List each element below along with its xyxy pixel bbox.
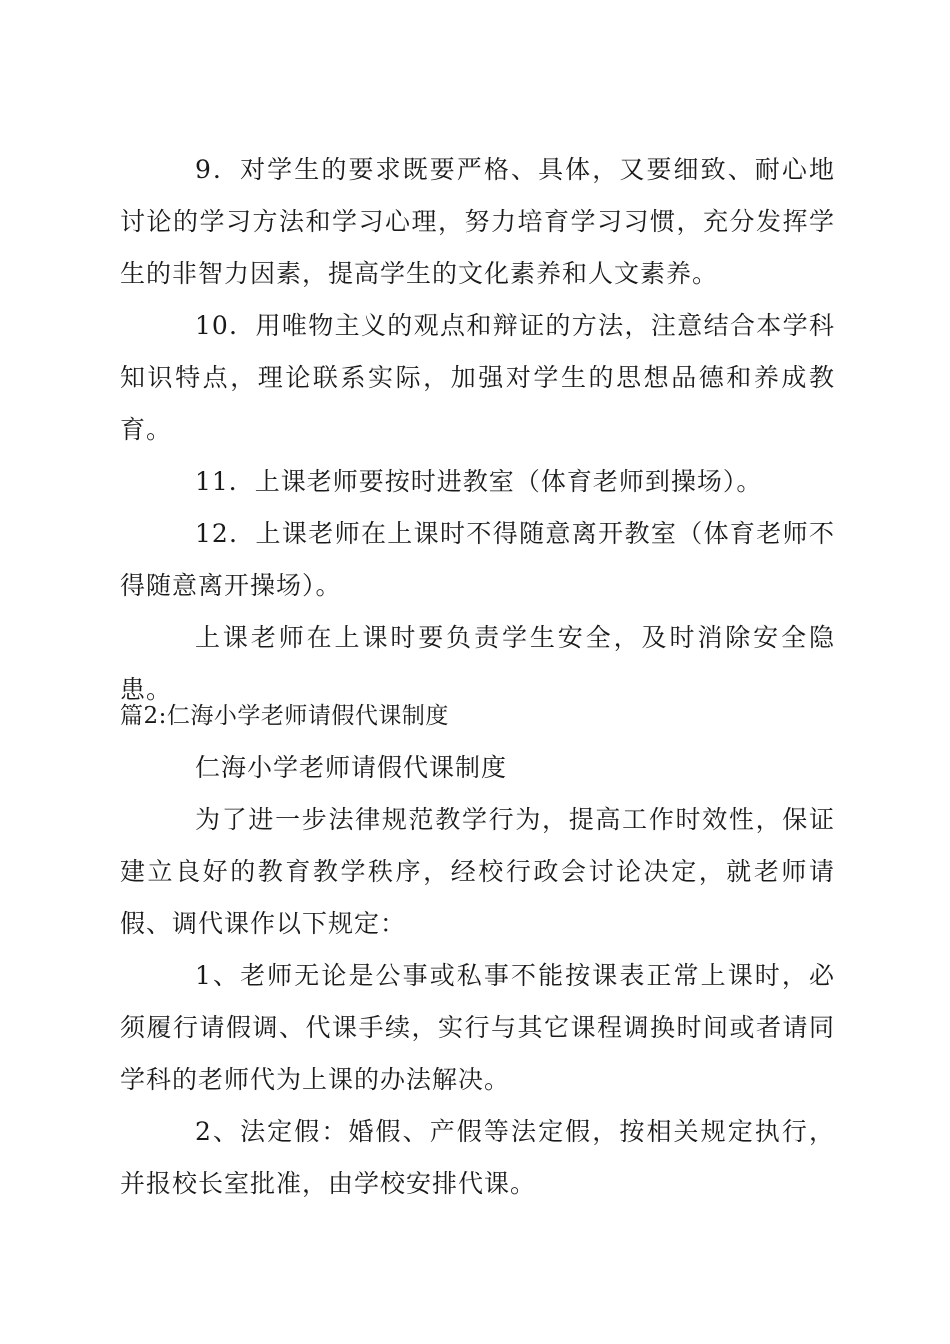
section-1 xyxy=(120,144,835,716)
section-heading: 篇2:仁海小学老师请假代课制度 xyxy=(120,703,449,729)
paragraph-rule-2: 2、法定假：婚假、产假等法定假，按相关规定执行，并报校长室批准，由学校安排代课。 xyxy=(120,1117,835,1198)
paragraph-item-11: 11．上课老师要按时进教室（体育老师到操场）。 xyxy=(195,467,763,496)
paragraph-rule-1: 1、老师无论是公事或私事不能按课表正常上课时，必须履行请假调、代课手续，实行与其它课程调换时间或者请同学科的老师代为上课的办法解决。 xyxy=(120,961,835,1094)
paragraph-safety: 上课老师在上课时要负责学生安全，及时消除安全隐患。 xyxy=(120,623,835,704)
section-subtitle: 仁海小学老师请假代课制度 xyxy=(195,753,508,782)
paragraph-item-9: 9．对学生的要求既要严格、具体，又要细致、耐心地讨论的学习方法和学习心理，努力培育学习习惯，充分发挥学生的非智力因素，提高学生的文化素养和人文素养。 xyxy=(120,155,835,288)
paragraph-item-10: 10．用唯物主义的观点和辩证的方法，注意结合本学科知识特点，理论联系实际，加强对学生的思想品德和养成教育。 xyxy=(120,311,835,444)
paragraph-intro: 为了进一步法律规范教学行为，提高工作时效性，保证建立良好的教育教学秩序，经校行政会讨论决定，就老师请假、调代课作以下规定： xyxy=(120,805,835,938)
section-2 xyxy=(120,690,835,1210)
paragraph-item-12: 12．上课老师在上课时不得随意离开教室（体育老师不得随意离开操场）。 xyxy=(120,519,835,600)
